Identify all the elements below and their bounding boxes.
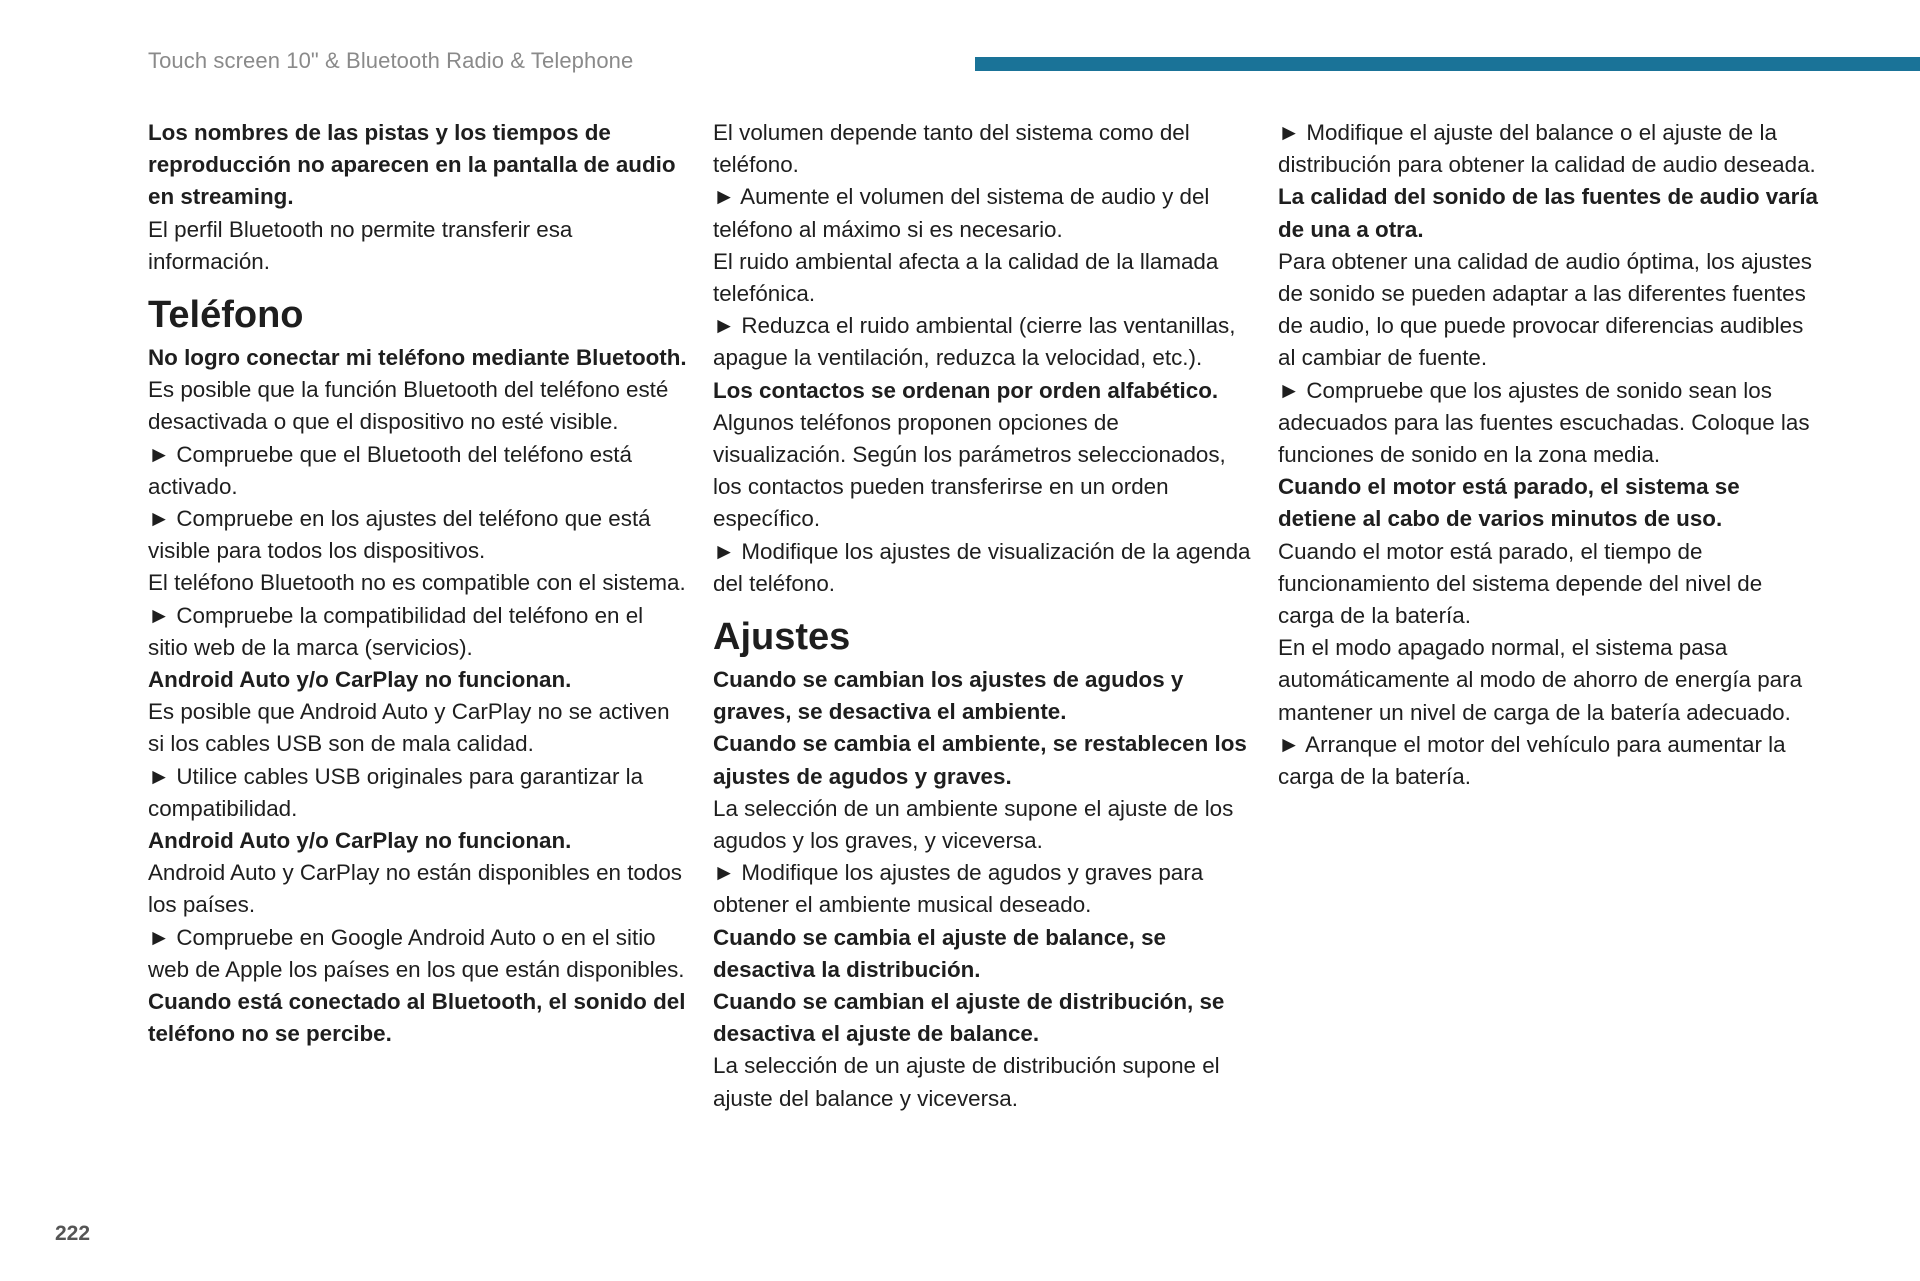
column-2 [713,117,1253,1115]
section-heading-telefono: Teléfono [148,294,304,337]
faq-answer: Es posible que la función Bluetooth del teléfono esté desactivada o que el dispositivo no esté visible. [148,377,669,435]
faq-answer: En el modo apagado normal, el sistema pasa automáticamente al modo de ahorro de energía para mantener un nivel de carga de la batería adecuado. [1278,635,1803,725]
faq-answer: El perfil Bluetooth no permite transferir esa información. [148,216,573,274]
column-1 [148,117,688,1050]
faq-action: ► Compruebe en Google Android Auto o en el sitio web de Apple los países en los que están disponibles. [148,924,685,982]
running-header: Touch screen 10" & Bluetooth Radio & Telephone [148,48,634,73]
faq-action: ► Aumente el volumen del sistema de audio y del teléfono al máximo si es necesario. [713,184,1210,242]
faq-action: ► Utilice cables USB originales para garantizar la compatibilidad. [148,763,644,821]
header-accent-bar [975,57,1920,71]
faq-action: ► Modifique los ajustes de visualización de la agenda del teléfono. [713,538,1251,596]
faq-question: Android Auto y/o CarPlay no funcionan. [148,667,572,693]
faq-answer: Algunos teléfonos proponen opciones de visualización. Según los parámetros seleccionados, los contactos pueden transferirse en un orden específico. [713,409,1226,532]
faq-answer: El ruido ambiental afecta a la calidad de la llamada telefónica. [713,248,1219,307]
faq-answer: La selección de un ambiente supone el ajuste de los agudos y los graves, y viceversa. [713,795,1234,854]
faq-question: Cuando se cambian los ajustes de agudos y graves, se desactiva el ambiente. [713,667,1184,725]
faq-answer: Es posible que Android Auto y CarPlay no se activen si los cables USB son de mala calidad. [148,699,670,757]
section-heading-ajustes: Ajustes [713,616,851,659]
faq-question: Cuando está conectado al Bluetooth, el sonido del teléfono no se percibe. [148,989,686,1047]
faq-question: Android Auto y/o CarPlay no funcionan. [148,828,572,854]
faq-answer: El volumen depende tanto del sistema como del teléfono. [713,120,1190,178]
faq-answer: La selección de un ajuste de distribución supone el ajuste del balance y viceversa. [713,1053,1220,1111]
page-number: 222 [55,1222,91,1245]
faq-action: ► Compruebe que el Bluetooth del teléfono está activado. [148,441,632,499]
faq-question: Cuando se cambian el ajuste de distribución, se desactiva el ajuste de balance. [713,989,1225,1047]
faq-action: ► Reduzca el ruido ambiental (cierre las ventanillas, apague la ventilación, reduzca la velocidad, etc.). [713,313,1236,371]
faq-action: ► Arranque el motor del vehículo para aumentar la carga de la batería. [1278,731,1786,790]
faq-action: ► Compruebe en los ajustes del teléfono que está visible para todos los dispositivos. [148,506,651,564]
faq-question: Los contactos se ordenan por orden alfabético. [713,377,1219,403]
column-3 [1278,117,1818,793]
faq-question: La calidad del sonido de las fuentes de audio varía de una a otra. [1278,184,1819,242]
faq-question: Los nombres de las pistas y los tiempos de reproducción no aparecen en la pantalla de audio en streaming. [148,120,676,210]
faq-question: Cuando el motor está parado, el sistema se detiene al cabo de varios minutos de uso. [1278,474,1740,532]
faq-question: Cuando se cambia el ajuste de balance, se desactiva la distribución. [713,924,1166,982]
faq-action: ► Modifique los ajustes de agudos y graves para obtener el ambiente musical deseado. [713,860,1204,918]
faq-answer: Para obtener una calidad de audio óptima, los ajustes de sonido se pueden adaptar a las diferentes fuentes de audio, lo que puede provocar diferencias audibles al cambiar de fuente. [1278,248,1812,371]
faq-action: ► Modifique el ajuste del balance o el ajuste de la distribución para obtener la calidad de audio deseada. [1278,120,1816,178]
faq-answer: Cuando el motor está parado, el tiempo de funcionamiento del sistema depende del nivel de carga de la batería. [1278,538,1763,629]
faq-question: No logro conectar mi teléfono mediante Bluetooth. [148,345,687,371]
faq-answer: Android Auto y CarPlay no están disponibles en todos los países. [148,860,682,918]
faq-question: Cuando se cambia el ambiente, se restablecen los ajustes de agudos y graves. [713,731,1247,789]
faq-answer: El teléfono Bluetooth no es compatible con el sistema. [148,570,686,596]
faq-action: ► Compruebe que los ajustes de sonido sean los adecuados para las fuentes escuchadas. Coloque las funciones de sonido en la zona media. [1278,377,1810,468]
faq-action: ► Compruebe la compatibilidad del teléfono en el sitio web de la marca (servicios). [148,602,644,660]
